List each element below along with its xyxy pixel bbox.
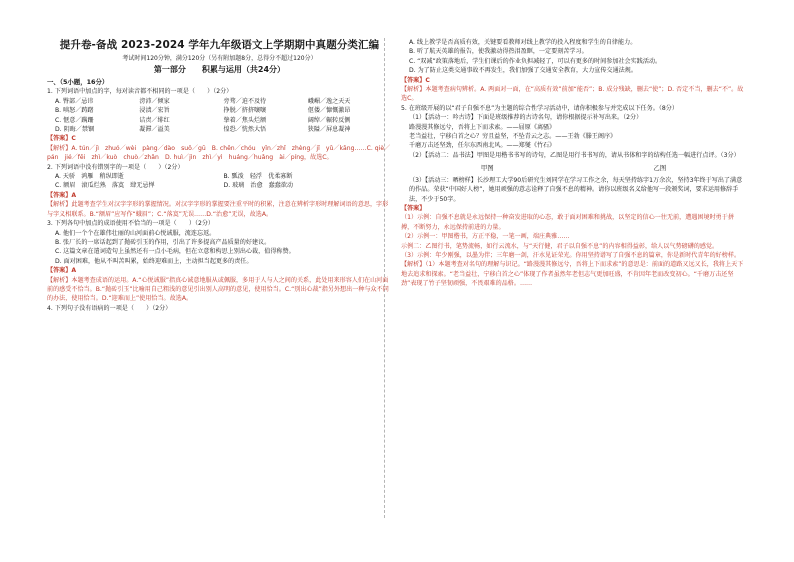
option: A. 天骄 鸿雁 稍纵即逝 [55, 173, 124, 181]
question-4-option: A. 线上教学是否高质有效，关键要看教师对线上教学的投入程度和学生的自律能力。 [409, 39, 637, 46]
question-3-answer: 【答案】A [47, 267, 77, 275]
poem-line: 路漫漫其修远兮，吾将上下而求索。——屈原《离骚》 [409, 123, 556, 131]
question-4-option: D. 为了防止这类交通事故不再发生，我们加强了交通安全教育，大力宣传交通法规。 [409, 67, 637, 75]
option: B. 瓢泼 轻浮 优柔寡断 [223, 173, 293, 181]
task-2: （2）【活动二：品书法】甲图是用楷书书写的诗句，乙图是用行书书写的，请从书体和字的结构任选一幅进行点评。（3分） [409, 151, 740, 159]
option: 惶恐／恍然大悟 [223, 126, 267, 134]
question-3-option: A. 他们一个个在雄伟壮丽的山河面前心悦诚服，流连忘返。 [55, 229, 216, 237]
exam-info: 考试时间120分钟，满分120分（另有附加题8分，总得分不超过120分） [122, 55, 317, 62]
question-4-analysis: 【解析】本题考查病句辨析。A. 两面对一面，在“高质有效”前加“能否”；B. 成分残缺，删去“使”；D. 否定不当，删去“不”。故选C。 [401, 86, 744, 103]
question-5-answer: （1）示例：自强不息就是永远保持一种奋发进取的心态，敢于面对困难和挑战，以坚定的信心一往无前，遭遇困境时勇于拼搏，不断努力，永远保持前进的力量。 [401, 214, 734, 231]
calligraphy-images [401, 160, 746, 175]
option: A. 臀部／忌讳 [55, 97, 94, 105]
image-label-yi: 乙图 [653, 164, 667, 173]
option: 阔绰／辗转反侧 [307, 116, 351, 124]
question-3-stem: 3. 下列各句中加点的成语使用不恰当的一项是（ ）（2分） [47, 220, 215, 228]
option: D. 阴晦／禁锢 [55, 126, 95, 134]
question-1-stem: 1. 下列词语中加点的字，每对读音都不相同的一项是（ ）（2分） [47, 88, 233, 96]
part-title: 第一部分 积累与运用（共24分） [153, 65, 286, 74]
option: 挣脱／挤挤嚷嚷 [223, 107, 267, 115]
option: 浸渍／宏旨 [139, 107, 170, 115]
option: 挚着／焦头烂额 [223, 116, 267, 124]
question-4-option: C. “双减”政策落地后，学生们课后的作业负担减轻了，可以有更多的时间参加社会实践活动。 [409, 57, 662, 65]
question-4-option: B. 听了航天英雄的报告，使我激动得热泪盈眶，一定要刻苦学习。 [409, 48, 588, 56]
question-3-analysis: 【解析】本题考查成语的运用。A.“心悦诚服”指真心诚意地服从或佩服，多用于人与人之间的关系，此处用来形容人们在山河面前的感受不恰当。B.“抛砖引玉”比喻用自己粗浅的意见引出别人高明的意见，使用恰当。C.“别出心裁”指另外想出一种与众不同的办法，使用恰当。D.“迎难而上”使用恰当。故选A。 [47, 276, 389, 303]
option: 诘责／绯红 [139, 116, 170, 124]
left-column [47, 38, 392, 516]
question-2-options [47, 172, 392, 191]
question-5-answer: （3）示例：年少刚强，以墨为伴；三年磨一剑，汗水见证荣光。你用坚持谱写了自强不息的篇章，你是新时代青年的好榜样。 [401, 251, 741, 259]
option: D. 玻璃 治愈 蠢蠢欲动 [223, 182, 294, 190]
option: 滂沛／倾家 [139, 97, 170, 105]
question-4-stem: 4. 下列句子没有语病的一项是（ ）（2分） [47, 304, 172, 312]
image-label-jia: 甲图 [480, 164, 494, 173]
section-heading: 一、（5小题，16分） [47, 78, 109, 86]
question-2-stem: 2. 下列词语中没有错别字的一项是（ ）（2分） [47, 163, 184, 171]
question-2-analysis: 【解析】此题考查学生对汉字字形的掌握情况。对汉字字形的掌握要注重平时的积累，注意在辨析字形时理解词语的意思，字形与字义相联系。B.“额眉”应写作“蛾眉”；C.“落寞”无误……D.“治愈”无误，故选A。 [47, 201, 389, 218]
question-3-option: C. 这篇文章在遣词造句上虽然还有一点小毛病，但在立意和构思上别出心裁，值得称赞。 [55, 248, 295, 256]
task-3: （3）【活动三：晒榜样】长沙理工大学90后研究生刘同学在学习工作之余，每天坚持练字1万余次，坚持3年终于写出了满意的作品。荣获“中国好人榜”，她用顽强的意志诠释了自强不息的精神。请你以班级名义给他写一段颁奖词，要求运用修辞手法，不少于50字。 [409, 176, 743, 203]
question-1-answer: 【答案】C [47, 135, 76, 143]
option: 狭隘／屏息凝神 [307, 126, 351, 134]
question-3-option: B. 张厂长的一席话起到了抛砖引玉的作用，引出了许多提高产品质量的好建议。 [55, 238, 271, 246]
option: 伛偻／慷慨激昂 [307, 107, 351, 115]
question-5-answer: 示例二：乙图行书，笔势流畅，如行云流水，与“天行健，君子以自强不息”的内容相得益彰，给人以气势磅礴的感觉。 [401, 242, 719, 250]
option: C. 额眉 滚瓜烂熟 落寞 肆无忌惮 [55, 182, 155, 190]
question-2-answer: 【答案】A [47, 191, 77, 199]
question-5-stem: 5. 在班级开展的以“君子自强不息”为主题的综合性学习活动中，请你积极参与并完成以下任务。（8分） [401, 104, 678, 112]
option: 旁骛／迫不及待 [223, 97, 267, 105]
question-1-options [47, 97, 392, 135]
poem-line: 千磨万击还坚劲，任尔东西南北风。——郑燮《竹石》 [409, 142, 556, 150]
option: C. 惬意／蹒跚 [55, 116, 94, 124]
right-column [401, 38, 746, 516]
option: 峨嵋／逸之天天 [307, 97, 351, 105]
poem-line: 老当益壮，宁移白首之心？穷且益坚，不坠青云之志。——王勃《滕王阁序》 [409, 133, 617, 141]
question-4-answer: 【答案】C [401, 76, 430, 84]
question-5-analysis: 【解析】（1）本题考查对名句的理解与识记。“路漫漫其修远兮，吾将上下而求索”的意思是：前面的道路又远又长，我将上天下地去追求和探索。“老当益壮，宁移白首之心”体现了作者虽然年老但志气更加旺盛，不肯因年老而改变初心。“千磨万击还坚劲”表现了竹子坚韧顽强，不畏艰难的品格。…… [401, 261, 744, 288]
document-title: 提升卷-备战 2023-2024 学年九年级语文上学期期中真题分类汇编 [59, 39, 380, 51]
task-1: （1）【活动一：吟古诗】下面是班级推荐的古诗名句，请你根据提示补写出来。（2分） [409, 114, 643, 122]
question-3-option: D. 面对困难，他从不叫苦叫累，始终迎难而上，主动担当起更多的责任。 [55, 257, 253, 265]
question-1-analysis: 【解析】A. tún／jì zhuó／wèi pàng／dào suǒ／gū B. chēn／chóu yǐn／zhǐ zhèng／jǐ yǔ／kāng……C. qiè／pán jié／fēi zhì／kuò chuò／zhǎn D. huì／jìn zhì／yì huáng／huǎng ài／píng，故选C。 [47, 144, 391, 162]
question-5-answer: （2）示例一：甲图楷书，方正平稳，一笔一画，端庄典雅…… [401, 233, 570, 241]
option: 凝滞／溢美 [139, 126, 170, 134]
question-5-answer-label: 【答案】 [401, 204, 426, 212]
option: B. 嗔怒／踌躇 [55, 107, 94, 115]
